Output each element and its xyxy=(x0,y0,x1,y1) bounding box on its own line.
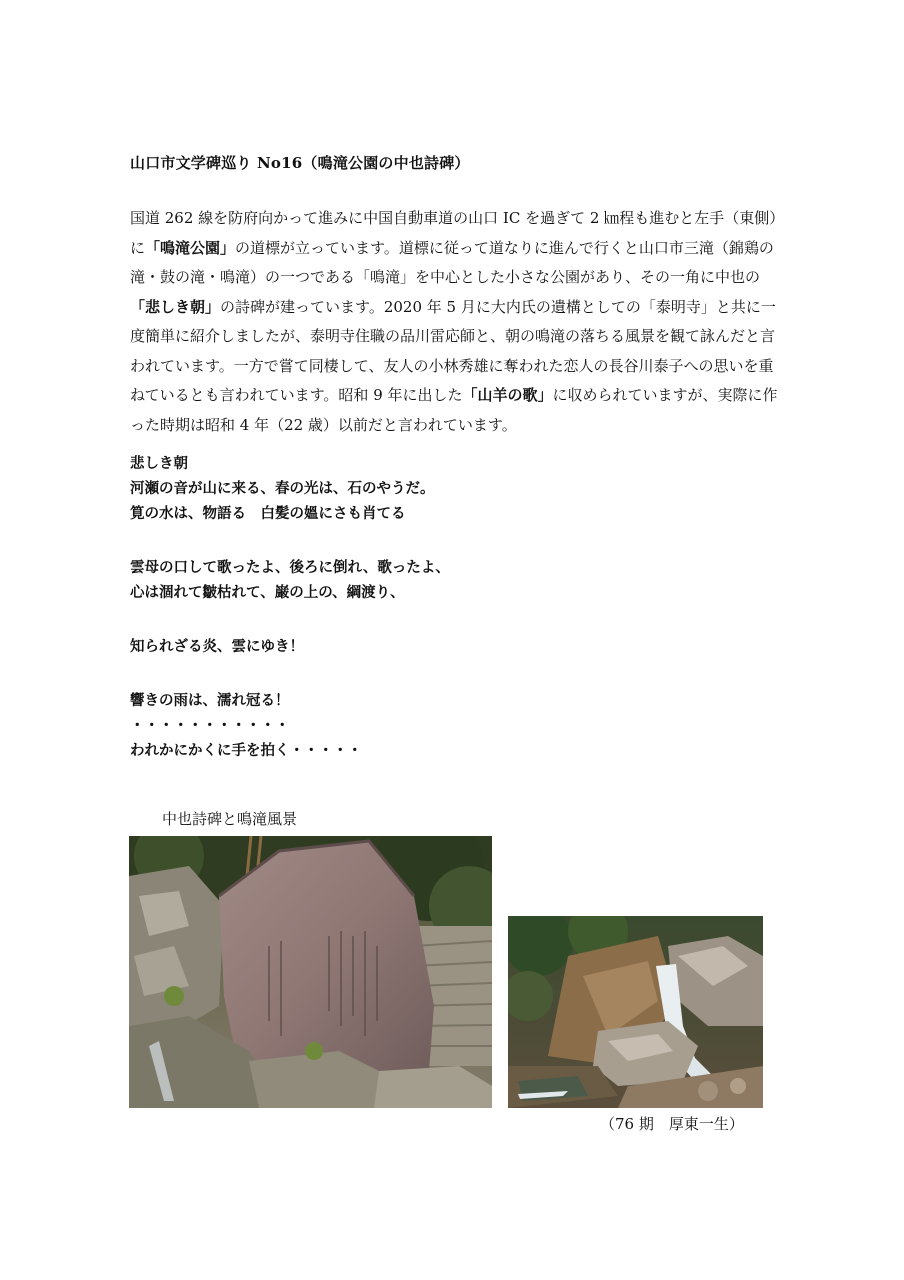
author-credit: （76 期 厚東一生） xyxy=(600,1115,744,1133)
intro-text-1: 国道 262 線を防府向かって進みに中国自動車道の山口 IC を過ぎて 2 ㎞程も進むと左手（東側）に xyxy=(130,209,777,257)
poem-block xyxy=(130,452,780,764)
intro-paragraph xyxy=(130,204,780,440)
poem-title: 悲しき朝 xyxy=(130,456,188,472)
poem-line: ・・・・・・・・・・・ xyxy=(130,718,290,734)
poem-line: 知られざる炎、雲にゆき！ xyxy=(130,639,304,655)
poem-line: 筧の水は、物語る 白髪の媼にさも肖てる xyxy=(130,506,406,522)
poem-line: 響きの雨は、濡れ冠る！ xyxy=(130,693,290,709)
waterfall-photo xyxy=(508,916,763,1108)
poem-line: 心は涸れて皺枯れて、巌の上の、綱渡り、 xyxy=(130,585,405,601)
intro-bold-poem: 「悲しき朝」 xyxy=(130,297,221,316)
poem-line: 河瀬の音が山に来る、春の光は、石のやうだ。 xyxy=(130,481,435,497)
intro-bold-park: 「鳴滝公園」 xyxy=(145,238,236,257)
monument-photo xyxy=(129,836,492,1108)
page-title: 山口市文学碑巡り No16（鳴滝公園の中也詩碑） xyxy=(130,154,470,172)
intro-text-4: に収められていますが、実際に作った時期は昭和 4 年（22 歳）以前だと言われています。 xyxy=(130,386,778,434)
intro-bold-book: 「山羊の歌」 xyxy=(462,386,553,404)
photo-caption: 中也詩碑と鳴滝風景 xyxy=(162,810,298,828)
poem-line: われかにかくに手を拍く・・・・・ xyxy=(130,743,362,759)
intro-text-3: の詩碑が建っています。2020 年 5 月に大内氏の遺構としての「泰明寺」と共に一度簡単に紹介しましたが、泰明寺住職の品川雷応師と、朝の鳴滝の落ちる風景を観て詠んだと言われています。一方で嘗て同棲して、友人の小林秀雄に奪われた恋人の長谷川泰子への思いを重ねているとも言われています。昭和 9 年に出した xyxy=(130,297,776,404)
poem-line: 雲母の口して歌ったよ、後ろに倒れ、歌ったよ、 xyxy=(130,560,450,576)
intro-text-2: の道標が立っています。道標に従って道なりに進んで行くと山口市三滝（錦鶏の滝・鼓の滝・鳴滝）の一つである「鳴滝」を中心とした小さな公園があり、その一角に中也の xyxy=(130,238,774,286)
